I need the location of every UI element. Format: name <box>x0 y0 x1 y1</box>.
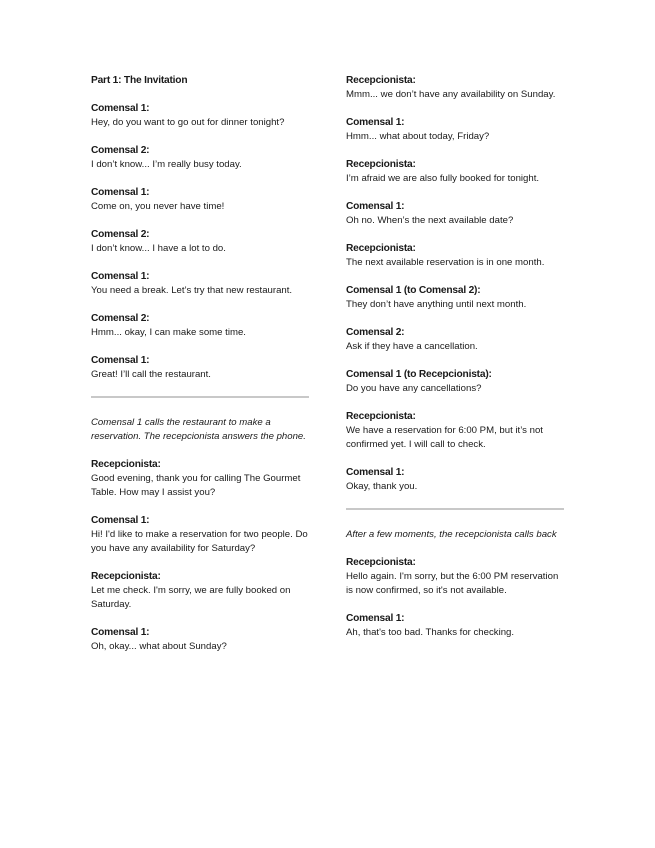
dialogue-part2 <box>91 458 311 654</box>
dialogue-entry <box>91 186 311 214</box>
dialogue-entry <box>346 326 566 354</box>
speaker-label: Comensal 2: <box>346 327 405 338</box>
speaker-label: Recepcionista: <box>346 411 416 422</box>
dialogue-line: Okay, thank you. <box>346 481 418 492</box>
dialogue-line: Hey, do you want to go out for dinner tonight? <box>91 117 285 128</box>
dialogue-line: Come on, you never have time! <box>91 201 225 212</box>
dialogue-entry <box>346 284 566 312</box>
speaker-label: Comensal 1: <box>91 187 150 198</box>
dialogue-entry <box>346 556 566 598</box>
dialogue-entry <box>91 626 311 654</box>
dialogue-line: We have a reservation for 6:00 PM, but it’s not confirmed yet. I will call to check. <box>346 425 543 450</box>
speaker-label: Comensal 1: <box>346 117 405 128</box>
speaker-label: Comensal 2: <box>91 313 150 324</box>
stage-direction: Comensal 1 calls the restaurant to make a reservation. The recepcionista answers the phone. <box>91 417 306 442</box>
section-divider <box>91 396 309 398</box>
section-heading: Part 1: The Invitation <box>91 75 188 86</box>
dialogue-line: Oh, okay... what about Sunday? <box>91 641 227 652</box>
dialogue-entry <box>346 74 566 102</box>
right-column <box>346 74 566 654</box>
speaker-label: Comensal 1: <box>91 515 150 526</box>
dialogue-line: Great! I’ll call the restaurant. <box>91 369 211 380</box>
dialogue-line: Mmm... we don’t have any availability on Sunday. <box>346 89 556 100</box>
dialogue-entry <box>346 466 566 494</box>
dialogue-entry <box>346 612 566 640</box>
dialogue-line: I’m afraid we are also fully booked for tonight. <box>346 173 540 184</box>
dialogue-entry <box>346 242 566 270</box>
dialogue-part1 <box>346 74 566 494</box>
dialogue-entry <box>91 514 311 556</box>
dialogue-entry <box>91 102 311 130</box>
dialogue-entry <box>91 312 311 340</box>
dialogue-line: Let me check. I'm sorry, we are fully booked on Saturday. <box>91 585 291 610</box>
dialogue-line: Good evening, thank you for calling The Gourmet Table. How may I assist you? <box>91 473 301 498</box>
dialogue-entry <box>346 116 566 144</box>
dialogue-line: Do you have any cancellations? <box>346 383 482 394</box>
speaker-label: Recepcionista: <box>91 459 161 470</box>
dialogue-entry <box>91 270 311 298</box>
dialogue-line: Ask if they have a cancellation. <box>346 341 478 352</box>
dialogue-line: I don’t know... I’m really busy today. <box>91 159 242 170</box>
speaker-label: Comensal 2: <box>91 229 150 240</box>
dialogue-entry <box>91 570 311 612</box>
speaker-label: Recepcionista: <box>346 243 416 254</box>
dialogue-line: Hmm... okay, I can make some time. <box>91 327 246 338</box>
speaker-label: Comensal 1: <box>91 103 150 114</box>
speaker-label: Comensal 1: <box>91 271 150 282</box>
dialogue-entry <box>91 144 311 172</box>
dialogue-line: Oh no. When’s the next available date? <box>346 215 514 226</box>
speaker-label: Comensal 1 (to Recepcionista): <box>346 369 492 380</box>
dialogue-line: I don’t know... I have a lot to do. <box>91 243 226 254</box>
dialogue-entry <box>91 354 311 382</box>
dialogue-line: Hmm... what about today, Friday? <box>346 131 490 142</box>
speaker-label: Comensal 1: <box>346 613 405 624</box>
dialogue-entry <box>346 410 566 452</box>
speaker-label: Comensal 1: <box>91 355 150 366</box>
dialogue-part1 <box>91 102 311 382</box>
speaker-label: Recepcionista: <box>346 557 416 568</box>
speaker-label: Recepcionista: <box>346 75 416 86</box>
speaker-label: Comensal 2: <box>91 145 150 156</box>
section-divider <box>346 508 564 510</box>
dialogue-part2 <box>346 556 566 640</box>
speaker-label: Recepcionista: <box>91 571 161 582</box>
dialogue-line: Hello again. I'm sorry, but the 6:00 PM reservation is now confirmed, so it's not available. <box>346 571 559 596</box>
dialogue-line: You need a break. Let’s try that new restaurant. <box>91 285 293 296</box>
dialogue-entry <box>91 458 311 500</box>
dialogue-line: The next available reservation is in one month. <box>346 257 545 268</box>
dialogue-entry <box>346 158 566 186</box>
left-column <box>91 74 311 668</box>
stage-direction: After a few moments, the recepcionista calls back <box>346 529 557 540</box>
dialogue-line: Hi! I'd like to make a reservation for two people. Do you have any availability for Saturday? <box>91 529 308 554</box>
speaker-label: Recepcionista: <box>346 159 416 170</box>
dialogue-line: Ah, that's too bad. Thanks for checking. <box>346 627 515 638</box>
dialogue-entry <box>91 228 311 256</box>
dialogue-line: They don’t have anything until next month. <box>346 299 527 310</box>
speaker-label: Comensal 1: <box>91 627 150 638</box>
dialogue-entry <box>346 200 566 228</box>
dialogue-entry <box>346 368 566 396</box>
speaker-label: Comensal 1: <box>346 467 405 478</box>
speaker-label: Comensal 1: <box>346 201 405 212</box>
speaker-label: Comensal 1 (to Comensal 2): <box>346 285 481 296</box>
